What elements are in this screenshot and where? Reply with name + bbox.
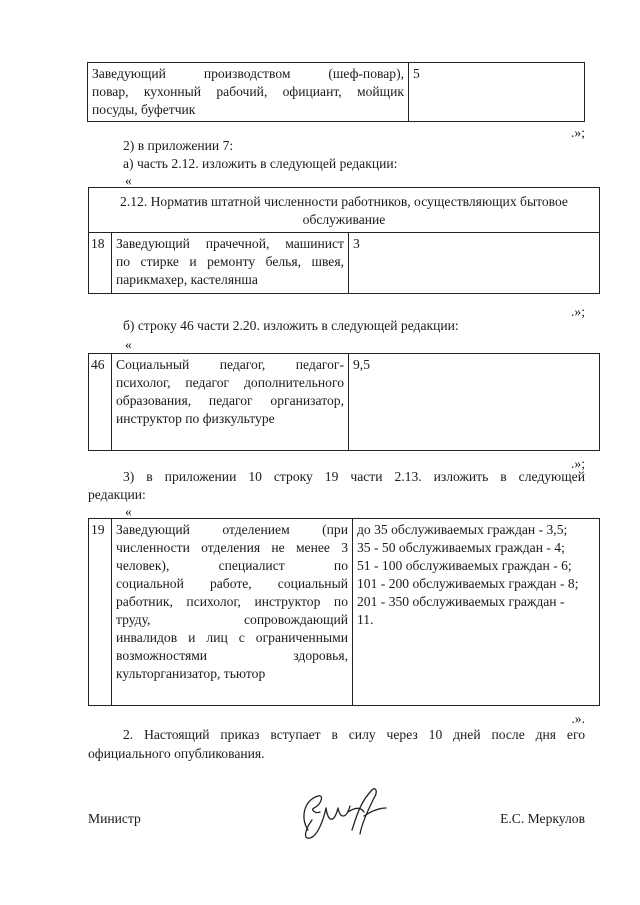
item-2b-text: б) строку 46 части 2.20. изложить в следующей редакции: bbox=[123, 318, 459, 333]
cell-line: 201 - 350 обслуживаемых граждан - bbox=[357, 594, 565, 609]
table-row-46 bbox=[88, 353, 600, 451]
table-top bbox=[87, 62, 585, 122]
table-cell-positions bbox=[112, 354, 349, 451]
row-number: 19 bbox=[89, 519, 112, 706]
table-cell-norm bbox=[353, 519, 600, 706]
paragraph-2-line-2: официального опубликования. bbox=[88, 746, 265, 761]
cell-line: 51 - 100 обслуживаемых граждан - 6; bbox=[357, 558, 572, 573]
table-row bbox=[89, 519, 600, 706]
table-row bbox=[89, 233, 600, 294]
item-2-heading: 2) в приложении 7: bbox=[123, 138, 234, 153]
table-header-row bbox=[89, 188, 600, 233]
cell-line: 35 - 50 обслуживаемых граждан - 4; bbox=[357, 540, 565, 555]
table-row-19 bbox=[88, 518, 600, 706]
table-header-cell bbox=[89, 188, 600, 233]
cell-line: инвалидов и лиц с ограниченными bbox=[116, 630, 348, 645]
table-2-12 bbox=[88, 187, 600, 294]
cell-line: Заведующий отделением (при bbox=[116, 522, 348, 537]
closing-quote: .». bbox=[571, 711, 585, 726]
cell-line: социальной работе, социальный bbox=[116, 576, 348, 591]
table-cell-positions bbox=[112, 233, 349, 294]
table-row bbox=[89, 354, 600, 451]
cell-line: 11. bbox=[357, 612, 374, 627]
table-row bbox=[88, 63, 585, 122]
cell-line: численности отделения не менее 3 bbox=[116, 540, 348, 555]
table-cell-norm: 5 bbox=[409, 63, 585, 122]
cell-line: 101 - 200 обслуживаемых граждан - 8; bbox=[357, 576, 579, 591]
cell-line: по стирке и ремонту белья, швея, bbox=[116, 254, 344, 269]
cell-line: Заведующий производством (шеф-повар), bbox=[92, 66, 404, 81]
minister-name: Е.С. Меркулов bbox=[500, 811, 585, 826]
header-line: 2.12. Норматив штатной численности работников, осуществляющих бытовое bbox=[120, 194, 568, 209]
cell-line: Социальный педагог, педагог- bbox=[116, 357, 344, 372]
closing-quote: .»; bbox=[571, 456, 585, 471]
row-number: 46 bbox=[89, 354, 112, 451]
item-2a-text: а) часть 2.12. изложить в следующей редакции: bbox=[123, 156, 398, 171]
opening-quote: « bbox=[125, 504, 132, 519]
cell-line: инструктор по физкультуре bbox=[116, 411, 275, 426]
table-cell-norm: 3 bbox=[349, 233, 600, 294]
cell-line: психолог, педагог дополнительного bbox=[116, 375, 344, 390]
item-3-line-2: редакции: bbox=[88, 487, 146, 502]
cell-line: посуды, буфетчик bbox=[92, 102, 196, 117]
table-cell-positions bbox=[112, 519, 353, 706]
cell-line: Заведующий прачечной, машинист bbox=[116, 236, 344, 251]
row-number: 18 bbox=[89, 233, 112, 294]
cell-line: возможностями здоровья, bbox=[116, 648, 348, 663]
opening-quote: « bbox=[125, 337, 132, 352]
cell-line: до 35 обслуживаемых граждан - 3,5; bbox=[357, 522, 568, 537]
cell-line: культорганизатор, тьютор bbox=[116, 666, 266, 681]
closing-quote: .»; bbox=[571, 125, 585, 140]
table-cell-norm: 9,5 bbox=[349, 354, 600, 451]
cell-line: парикмахер, кастелянша bbox=[116, 272, 258, 287]
cell-line: образования, педагог организатор, bbox=[116, 393, 344, 408]
item-3-line-1: 3) в приложении 10 строку 19 части 2.13. изложить в следующей bbox=[123, 469, 585, 484]
opening-quote: « bbox=[125, 173, 132, 188]
cell-line: человек), специалист по bbox=[116, 558, 348, 573]
closing-quote: .»; bbox=[571, 304, 585, 319]
header-line: обслуживание bbox=[302, 212, 386, 227]
table-cell-positions bbox=[88, 63, 409, 122]
cell-line: труду, сопровождающий bbox=[116, 612, 348, 627]
signature bbox=[290, 778, 400, 848]
cell-line: повар, кухонный рабочий, официант, мойщик bbox=[92, 84, 404, 99]
cell-line: работник, психолог, инструктор по bbox=[116, 594, 348, 609]
paragraph-2-line-1: 2. Настоящий приказ вступает в силу через 10 дней после дня его bbox=[123, 727, 585, 742]
minister-label: Министр bbox=[88, 811, 141, 826]
